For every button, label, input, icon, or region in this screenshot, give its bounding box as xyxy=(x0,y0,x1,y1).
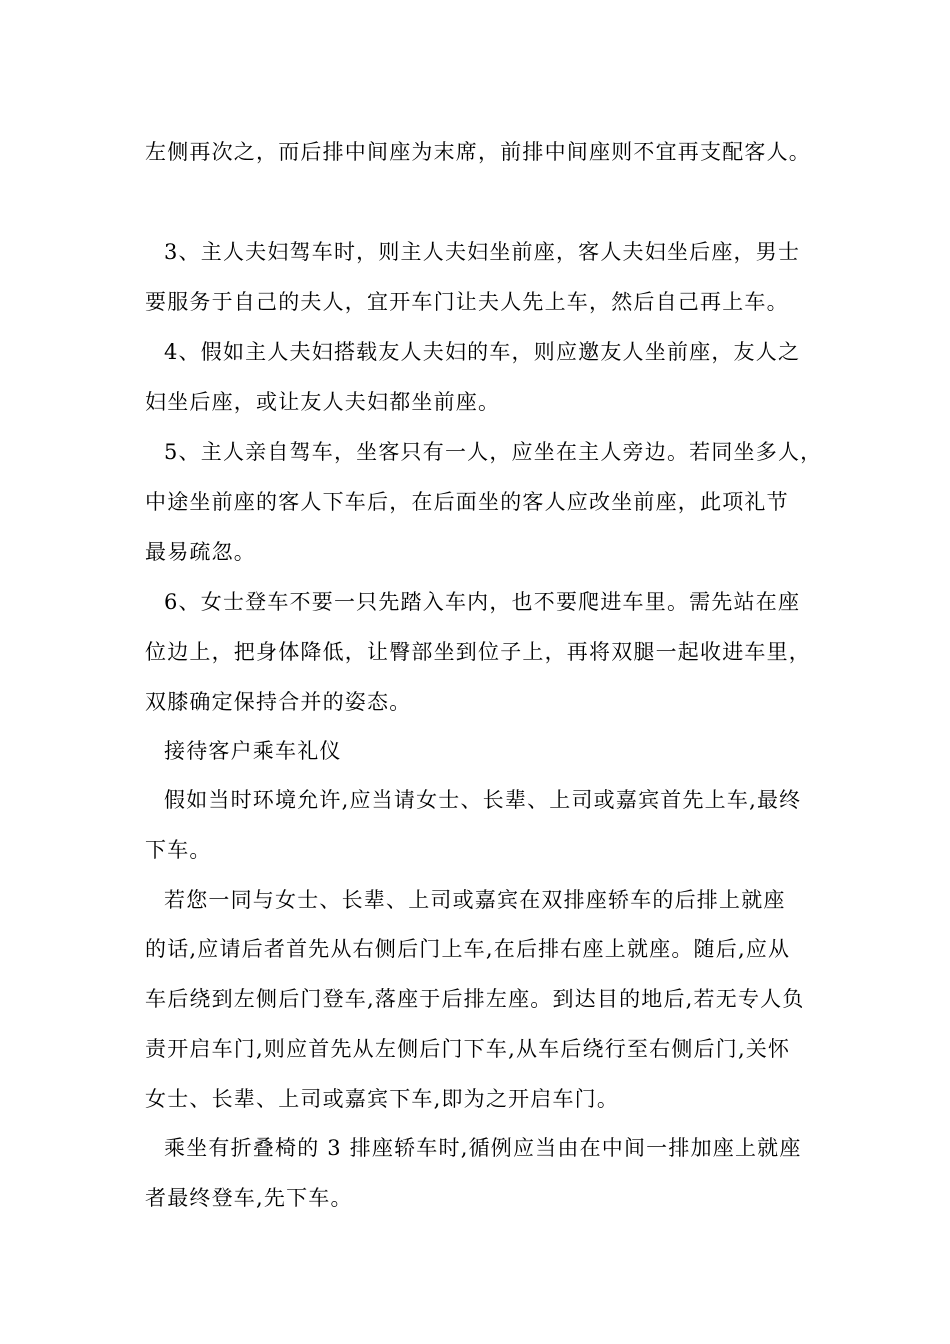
text-line-3: 要服务于自己的夫人，宜开车门让夫人先上车，然后自己再上车。 xyxy=(145,290,789,314)
text-line-13: 假如当时环境允许,应当请女士、长辈、上司或嘉宾首先上车,最终 xyxy=(164,788,802,812)
text-line-16: 的话,应请后者首先从右侧后门上车,在后排右座上就座。随后,应从 xyxy=(145,937,791,961)
text-line-6: 5、主人亲自驾车，坐客只有一人，应坐在主人旁边。若同坐多人， xyxy=(164,440,823,464)
text-line-1: 左侧再次之，而后排中间座为末席，前排中间座则不宜再支配客人。 xyxy=(145,140,811,164)
text-line-14: 下车。 xyxy=(145,838,212,862)
text-line-15: 若您一同与女士、长辈、上司或嘉宾在双排座轿车的后排上就座 xyxy=(164,888,786,912)
text-line-4: 4、假如主人夫妇搭载友人夫妇的车，则应邀友人坐前座，友人之 xyxy=(164,340,801,364)
text-line-18: 责开启车门,则应首先从左侧后门下车,从车后绕行至右侧后门,关怀 xyxy=(145,1037,791,1061)
text-line-2: 3、主人夫妇驾车时，则主人夫妇坐前座，客人夫妇坐后座，男士 xyxy=(164,240,801,264)
text-line-8: 最易疏忽。 xyxy=(145,540,256,564)
text-line-17: 车后绕到左侧后门登车,落座于后排左座。到达目的地后,若无专人负 xyxy=(145,987,805,1011)
section-heading: 接待客户乘车礼仪 xyxy=(164,739,342,763)
text-line-7: 中途坐前座的客人下车后，在后面坐的客人应改坐前座，此项礼节 xyxy=(145,490,789,514)
text-line-21: 者最终登车,先下车。 xyxy=(145,1186,353,1210)
text-line-19: 女士、长辈、上司或嘉宾下车,即为之开启车门。 xyxy=(145,1087,620,1111)
text-line-11: 双膝确定保持合并的姿态。 xyxy=(145,690,412,714)
text-line-20: 乘坐有折叠椅的 3 排座轿车时,循例应当由在中间一排加座上就座 xyxy=(164,1136,802,1160)
text-line-5: 妇坐后座，或让友人夫妇都坐前座。 xyxy=(145,390,501,414)
text-line-10: 位边上，把身体降低，让臀部坐到位子上，再将双腿一起收进车里， xyxy=(145,640,811,664)
text-line-9: 6、女士登车不要一只先踏入车内，也不要爬进车里。需先站在座 xyxy=(164,590,801,614)
